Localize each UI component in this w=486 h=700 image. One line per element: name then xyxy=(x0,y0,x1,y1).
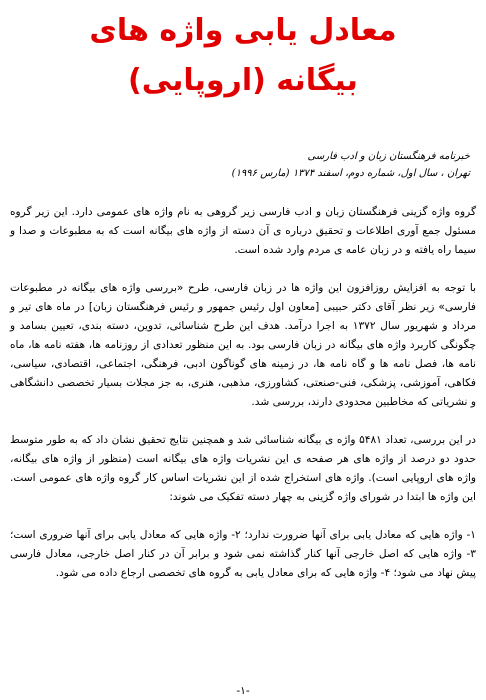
page-number: -۱- xyxy=(236,685,250,697)
title-line-2: بیگانه (اروپایی) xyxy=(128,63,358,98)
source-line-1: خبرنامه فرهنگستان زبان و ادب فارسی xyxy=(307,151,470,162)
document-title xyxy=(8,6,478,106)
source-citation xyxy=(8,148,478,182)
paragraph-4: ۱- واژه هایی که معادل یابی برای آنها ضرورت ندارد؛ ۲- واژه هایی که معادل یابی برای آنها ضروری است؛ ۳- واژه هایی که اصل خارجی آنها کنار گذاشته نمی شود و برابر آن در کنار اصل خارجی، معادل فارسی پیش نهاد می شود؛ ۴- واژه هایی که برای معادل یابی به گروه های تخصصی ارجاع داده می شود. xyxy=(10,529,476,579)
paragraph-2: با توجه به افزایش روزافزون این واژه ها در زبان فارسی، طرح «بررسی واژه های بیگانه در مطبوعات فارسی» زیر نظر آقای دکتر حبیبی [معاون اول رئیس جمهور و رئیس فرهنگستان زبان] در ماه های تیر و مرداد و شهریور سال ۱۳۷۲ به اجرا درآمد. هدف این طرح شناسائی، تدوین، دسته بندی، تعیین بسامد و چگونگی کاربرد واژه های بیگانه در زبان فارسی بود. به این منظور تعدادی از روزنامه ها، هفته نامه ها، ماه نامه ها، فصل نامه ها و گاه نامه ها، در زمینه های گوناگون ادبی، فرهنگی، اجتماعی، اقتصادی، سیاسی، فکاهی، آموزشی، پزشکی، فنی-صنعتی، کشاورزی، مذهبی، هنری، به جز مجلات بسیار تخصصی دانشگاهی و نشریاتی که مخاطبین محدودی دارند، بررسی شد. xyxy=(10,282,476,408)
paragraph-1: گروه واژه گزینی فرهنگستان زبان و ادب فارسی زیر گروهی به نام واژه های عمومی دارد. این زیر گروه مسئول جمع آوری اطلاعات و تحقیق درباره ی آن دسته از واژه های بیگانه است که به مطبوعات و صدا و سیما راه یافته و در زبان عامه ی مردم وارد شده است. xyxy=(10,206,476,256)
title-line-1: معادل یابی واژه های xyxy=(89,13,397,48)
source-line-2: تهران ، سال اول، شماره دوم، اسفند ۱۳۷۴ (مارس ۱۹۹۶) xyxy=(231,168,470,179)
paragraph-3: در این بررسی، تعداد ۵۴۸۱ واژه ی بیگانه شناسائی شد و همچنین نتایج تحقیق نشان داد که به طور متوسط حدود دو درصد از واژه های هر صفحه ی این نشریات واژه های بیگانه است (منظور از واژه های بیگانه، واژه های اروپایی است). واژه های استخراج شده از این نشریات اساس کار گروه واژه های عمومی است. این واژه ها ابتدا در شورای واژه گزینی به چهار دسته تفکیک می شوند: xyxy=(10,434,476,503)
